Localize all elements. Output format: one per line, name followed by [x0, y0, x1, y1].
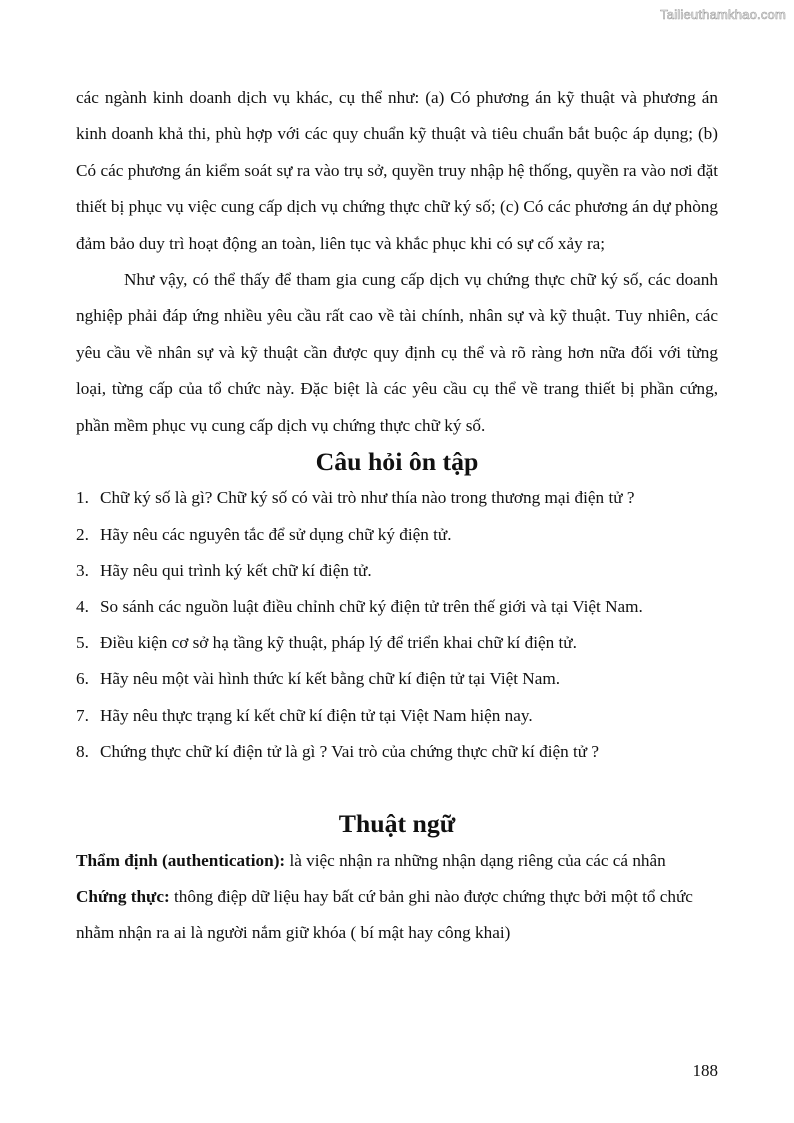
list-item — [76, 734, 718, 770]
paragraph-requirements: các ngành kinh doanh dịch vụ khác, cụ thể như: (a) Có phương án kỹ thuật và phương án kinh doanh khả thi, phù hợp với các quy chuẩn kỹ thuật và tiêu chuẩn bắt buộc áp dụng; (b) Có các phương án kiểm soát sự ra vào trụ sở, quyền truy nhập hệ thống, quyền ra vào nơi đặt thiết bị phục vụ việc cung cấp dịch vụ chứng thực chữ ký số; (c) Có các phương án dự phòng đảm bảo duy trì hoạt động an toàn, liên tục và khắc phục khi có sự cố xảy ra; — [76, 88, 718, 253]
review-heading: Câu hỏi ôn tập — [315, 447, 479, 477]
page-number: 188 — [692, 1061, 718, 1080]
list-item — [76, 553, 718, 589]
question-text: Chữ ký số là gì? Chữ ký số có vài trò như thía nào trong thương mại điện tử ? — [100, 488, 635, 508]
question-text: Chứng thực chữ kí điện tử là gì ? Vai trò của chứng thực chữ kí điện tử ? — [100, 741, 600, 761]
glossary-definition: thông điệp dữ liệu hay bất cứ bản ghi nào được chứng thực bởi một tổ chức nhằm nhận ra ai là người nắm giữ khóa ( bí mật hay công khai) — [76, 886, 693, 943]
question-number: 1. — [76, 488, 89, 508]
list-item — [76, 589, 718, 625]
review-question-list — [76, 480, 718, 770]
section-spacer — [76, 770, 718, 806]
question-number: 7. — [76, 705, 89, 725]
question-text: Hãy nêu qui trình ký kết chữ kí điện tử. — [100, 560, 372, 580]
question-text: Điều kiện cơ sở hạ tầng kỹ thuật, pháp lý để triển khai chữ kí điện tử. — [100, 633, 577, 653]
glossary-definition: là việc nhận ra những nhận dạng riêng của các cá nhân — [285, 850, 666, 870]
question-number: 3. — [76, 560, 89, 580]
glossary-term: Thẩm định (authentication): — [76, 850, 286, 870]
question-number: 2. — [76, 524, 89, 544]
list-item — [76, 661, 718, 697]
glossary-entry-certification — [76, 879, 718, 952]
question-text: Hãy nêu một vài hình thức kí kết bằng chữ kí điện tử tại Việt Nam. — [100, 669, 561, 689]
question-number: 8. — [76, 741, 89, 761]
glossary-term: Chứng thực: — [76, 886, 170, 906]
question-text: So sánh các nguồn luật điều chỉnh chữ ký điện tử trên thế giới và tại Việt Nam. — [100, 597, 643, 617]
question-number: 4. — [76, 597, 89, 617]
list-item — [76, 625, 718, 661]
page-content — [76, 80, 718, 952]
glossary-heading: Thuật ngữ — [338, 809, 456, 839]
question-number: 6. — [76, 669, 89, 689]
question-number: 5. — [76, 633, 89, 653]
question-text: Hãy nêu các nguyên tắc để sử dụng chữ ký điện tử. — [100, 524, 452, 544]
question-text: Hãy nêu thực trạng kí kết chữ kí điện tử tại Việt Nam hiện nay. — [100, 705, 533, 725]
list-item — [76, 480, 718, 516]
paragraph-conclusion: Như vậy, có thể thấy để tham gia cung cấp dịch vụ chứng thực chữ ký số, các doanh nghiệp phải đáp ứng nhiều yêu cầu rất cao về tài chính, nhân sự và kỹ thuật. Tuy nhiên, các yêu cầu về nhân sự và kỹ thuật cần được quy định cụ thể và rõ ràng hơn nữa đối với từng loại, từng cấp của tổ chức này. Đặc biệt là các yêu cầu cụ thể về trang thiết bị phần cứng, phần mềm phục vụ cung cấp dịch vụ chứng thực chữ ký số. — [76, 270, 718, 435]
watermark: Tailieuthamkhao.com — [660, 7, 786, 22]
list-item — [76, 517, 718, 553]
glossary-entry-authentication — [76, 843, 718, 879]
list-item — [76, 698, 718, 734]
